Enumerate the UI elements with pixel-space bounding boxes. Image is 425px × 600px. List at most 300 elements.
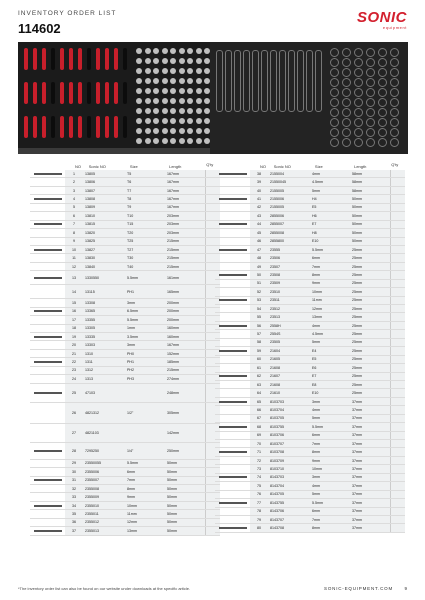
row-length: 37mm [352, 399, 362, 404]
row-no: 15 [72, 300, 76, 305]
socket-bit [162, 48, 168, 54]
socket-cutout [378, 48, 387, 57]
socket-bit [136, 48, 142, 54]
row-qty[interactable] [390, 457, 405, 464]
row-no: 56 [257, 323, 261, 328]
row-cells [65, 204, 220, 211]
row-no: 51 [257, 281, 261, 286]
table-row [30, 195, 220, 203]
tool-drawing [219, 426, 247, 428]
row-qty[interactable] [390, 178, 405, 185]
row-code: 13825 [85, 239, 95, 244]
socket-cutout [390, 78, 399, 87]
table-row [30, 285, 220, 299]
row-qty[interactable] [390, 406, 405, 413]
row-no: 48 [257, 256, 261, 261]
tool-thumbnail [215, 448, 250, 455]
row-qty[interactable] [390, 474, 405, 481]
socket-cutout [342, 88, 351, 97]
table-row [30, 502, 220, 510]
row-size: T15 [127, 222, 134, 227]
socket-bit [153, 88, 159, 94]
row-cells [65, 229, 220, 236]
row-no: 68 [257, 424, 261, 429]
screwdriver-handle [24, 116, 28, 138]
row-size: 1/4" [127, 448, 134, 453]
table-row [30, 204, 220, 212]
row-qty[interactable] [390, 440, 405, 447]
row-no: 27 [72, 430, 76, 435]
screwdriver-handle [33, 48, 37, 70]
row-no: 54 [257, 306, 261, 311]
tool-cutout [261, 50, 268, 112]
row-code: 23506 [270, 256, 280, 261]
tool-cutout [270, 50, 277, 112]
socket-cutout [378, 138, 387, 147]
row-no: 39 [257, 180, 261, 185]
row-code: 2355006 [85, 469, 99, 474]
table-header [215, 162, 405, 170]
screwdriver-handle [33, 116, 37, 138]
row-cells [65, 308, 220, 315]
socket-cutout [354, 78, 363, 87]
row-length: 203mm [167, 222, 179, 227]
row-length: 25mm [352, 382, 362, 387]
row-size: 3.5mm [127, 334, 138, 339]
row-cells [250, 297, 405, 304]
row-qty[interactable] [390, 221, 405, 228]
row-length: 50mm [167, 461, 177, 466]
row-length: 305mm [167, 410, 179, 415]
socket-cutout [366, 58, 375, 67]
tool-thumbnail [30, 350, 65, 357]
row-size: 5.5mm [312, 247, 323, 252]
row-length: 152mm [167, 351, 179, 356]
table-row [215, 389, 405, 397]
row-no: 57 [257, 332, 261, 337]
row-qty[interactable] [390, 364, 405, 371]
row-qty[interactable] [390, 330, 405, 337]
tool-thumbnail [215, 516, 250, 523]
table-row [215, 432, 405, 440]
tool-thumbnail [30, 477, 65, 484]
row-length: 37mm [352, 509, 362, 514]
tool-thumbnail [215, 187, 250, 194]
tool-thumbnail [30, 375, 65, 382]
row-code: 23550055 [85, 461, 101, 466]
screwdriver-handle [42, 82, 46, 104]
row-length: 37mm [352, 416, 362, 421]
row-cells [250, 448, 405, 455]
table-row [30, 254, 220, 262]
row-length: 200mm [167, 309, 179, 314]
row-size: 5mm [312, 416, 320, 421]
row-length: 167mm [167, 180, 179, 185]
socket-cutout [342, 48, 351, 57]
row-length: 25mm [352, 272, 362, 277]
row-no: 34 [72, 503, 76, 508]
inventory-table-right [215, 162, 405, 533]
tool-thumbnail [30, 170, 65, 177]
row-qty[interactable] [390, 170, 405, 177]
tool-thumbnail [30, 316, 65, 323]
tool-cutout [306, 50, 313, 112]
row-size: 11mm [127, 511, 137, 516]
row-cells [65, 246, 220, 253]
socket-cutout [342, 138, 351, 147]
table-row [30, 229, 220, 237]
row-qty[interactable] [390, 432, 405, 439]
row-cells [250, 246, 405, 253]
row-cells [250, 322, 405, 329]
row-qty[interactable] [390, 356, 405, 363]
socket-bit [145, 58, 151, 64]
row-qty[interactable] [390, 448, 405, 455]
row-no: 75 [257, 483, 261, 488]
row-no: 20 [72, 343, 76, 348]
socket-bit [145, 128, 151, 134]
row-qty[interactable] [390, 322, 405, 329]
row-size: 5.5mm [127, 275, 138, 280]
row-size: PH1 [127, 360, 134, 365]
logo-wordmark: SONIC [356, 9, 407, 26]
tray-photo-layout [210, 42, 408, 154]
socket-cutout [330, 58, 339, 67]
screwdriver-handle [24, 82, 28, 104]
screwdriver-handle [78, 82, 82, 104]
table-row [30, 170, 220, 178]
socket-bit [196, 48, 202, 54]
row-qty[interactable] [390, 381, 405, 388]
table-row [215, 313, 405, 321]
row-size: 5.5mm [312, 500, 323, 505]
row-length: 161mm [167, 275, 179, 280]
tool-thumbnail [30, 254, 65, 261]
socket-bit [136, 88, 142, 94]
row-no: 6 [73, 213, 75, 218]
row-length: 37mm [352, 407, 362, 412]
socket-cutout [378, 128, 387, 137]
row-size: 4.5mm [312, 332, 323, 337]
row-length: 200mm [167, 300, 179, 305]
socket-cutout [378, 108, 387, 117]
tool-thumbnail [30, 246, 65, 253]
socket-bit [179, 78, 185, 84]
row-size: 5mm [312, 340, 320, 345]
col-no: NO [74, 163, 81, 169]
row-length: 25mm [352, 247, 362, 252]
row-code: 13805 [85, 171, 95, 176]
row-no: 41 [257, 197, 261, 202]
row-qty[interactable] [390, 373, 405, 380]
row-qty[interactable] [390, 238, 405, 245]
row-cells [250, 313, 405, 320]
row-no: 30 [72, 469, 76, 474]
row-qty[interactable] [390, 482, 405, 489]
row-qty[interactable] [390, 423, 405, 430]
row-qty[interactable] [390, 516, 405, 523]
row-cells [65, 502, 220, 509]
row-no: 22 [72, 360, 76, 365]
socket-bit [170, 128, 176, 134]
tool-thumbnail [215, 373, 250, 380]
row-size: 9mm [127, 495, 135, 500]
row-no: 16 [72, 309, 76, 314]
row-cells [250, 364, 405, 371]
row-code: 23513 [270, 315, 280, 320]
table-row [30, 212, 220, 220]
row-qty[interactable] [390, 524, 405, 531]
row-length: 50mm [167, 511, 177, 516]
row-code: 2554S [270, 332, 281, 337]
socket-bit [170, 88, 176, 94]
row-code: 8143703 [270, 475, 284, 480]
footer-website: SONIC-EQUIPMENT.COM [324, 586, 393, 591]
row-length: 37mm [352, 517, 362, 522]
row-cells [65, 170, 220, 177]
row-no: 65 [257, 399, 261, 404]
row-length: 25mm [352, 323, 362, 328]
row-no: 50 [257, 272, 261, 277]
row-code: 8103709 [270, 458, 284, 463]
tool-drawing [219, 502, 247, 504]
tool-thumbnail [30, 299, 65, 306]
tool-cutout [234, 50, 241, 112]
row-cells [250, 263, 405, 270]
socket-bit [187, 108, 193, 114]
row-code: 23511 [270, 298, 280, 303]
table-row [215, 297, 405, 305]
row-code: 2155005 [270, 205, 284, 210]
socket-cutout [342, 128, 351, 137]
row-cells [250, 178, 405, 185]
row-code: 7295250 [85, 448, 99, 453]
row-cells [65, 341, 220, 348]
row-code: 13806 [85, 180, 95, 185]
socket-cutout [366, 78, 375, 87]
row-qty[interactable] [390, 280, 405, 287]
row-cells [250, 229, 405, 236]
tool-thumbnail [30, 212, 65, 219]
row-no: 14 [72, 289, 76, 294]
socket-bit [179, 128, 185, 134]
socket-bit [136, 108, 142, 114]
row-qty[interactable] [390, 465, 405, 472]
socket-bit [153, 108, 159, 114]
tool-thumbnail [215, 339, 250, 346]
screwdriver-handle [114, 48, 118, 70]
row-qty[interactable] [390, 204, 405, 211]
row-size: PH2 [127, 368, 134, 373]
socket-cutout [390, 118, 399, 127]
socket-bit [196, 58, 202, 64]
row-qty[interactable] [390, 491, 405, 498]
row-qty[interactable] [390, 229, 405, 236]
table-row [30, 485, 220, 493]
row-cells [250, 499, 405, 506]
row-size: 5.5mm [127, 461, 138, 466]
row-cells [250, 491, 405, 498]
inventory-table-left [30, 162, 220, 536]
row-no: 2 [73, 180, 75, 185]
socket-cutout [342, 118, 351, 127]
row-length: 25mm [352, 357, 362, 362]
row-size: 8mm [312, 450, 320, 455]
row-length: 25mm [352, 365, 362, 370]
socket-bit [170, 98, 176, 104]
row-cells [250, 406, 405, 413]
row-cells [250, 516, 405, 523]
row-cells [250, 423, 405, 430]
row-no: 79 [257, 517, 261, 522]
row-qty[interactable] [390, 415, 405, 422]
tool-thumbnail [215, 246, 250, 253]
row-size: E4 [312, 348, 317, 353]
row-size: T9 [127, 205, 132, 210]
row-no: 63 [257, 382, 261, 387]
row-length: 25mm [352, 374, 362, 379]
col-size: Size [129, 163, 138, 169]
socket-cutout [354, 48, 363, 57]
row-qty[interactable] [390, 187, 405, 194]
row-cells [65, 238, 220, 245]
row-length: 25mm [352, 298, 362, 303]
row-cells [250, 508, 405, 515]
row-code: 21604 [270, 348, 280, 353]
row-cells [65, 221, 220, 228]
row-code: 13840 [85, 264, 95, 269]
tool-drawing [34, 249, 62, 251]
row-code: 2355009 [85, 495, 99, 500]
row-code: 13815 [85, 222, 95, 227]
screwdriver-handle [123, 116, 127, 138]
row-qty[interactable] [390, 246, 405, 253]
table-row [215, 221, 405, 229]
row-length: 50mm [167, 503, 177, 508]
screwdriver-handle [114, 116, 118, 138]
row-qty[interactable] [390, 508, 405, 515]
tool-thumbnail [215, 499, 250, 506]
table-row [215, 339, 405, 347]
row-qty[interactable] [390, 263, 405, 270]
row-cells [250, 170, 405, 177]
row-size: 3mm [127, 343, 135, 348]
row-code: 21610 [270, 391, 280, 396]
row-cells [65, 263, 220, 270]
table-row [215, 170, 405, 178]
socket-cutout [354, 68, 363, 77]
row-no: 33 [72, 495, 76, 500]
socket-bit [170, 78, 176, 84]
row-no: 49 [257, 264, 261, 269]
row-size: 5.5mm [312, 424, 323, 429]
row-qty[interactable] [390, 254, 405, 261]
row-no: 31 [72, 478, 76, 483]
row-cells [250, 187, 405, 194]
row-length: 142mm [167, 430, 179, 435]
row-length: 50mm [352, 230, 362, 235]
row-length: 167mm [167, 171, 179, 176]
row-size: 13mm [312, 315, 322, 320]
row-cells [65, 510, 220, 517]
row-qty[interactable] [390, 271, 405, 278]
socket-bit [162, 58, 168, 64]
tool-drawing [219, 173, 247, 175]
row-code: 2855008 [270, 230, 284, 235]
row-cells [65, 367, 220, 374]
row-code: 13807 [85, 188, 95, 193]
tool-drawing [219, 223, 247, 225]
row-size: 7mm [312, 517, 320, 522]
socket-bit [145, 98, 151, 104]
row-qty[interactable] [390, 389, 405, 396]
table-row [30, 238, 220, 246]
row-qty[interactable] [390, 288, 405, 295]
tool-thumbnail [215, 212, 250, 219]
row-no: 42 [257, 205, 261, 210]
row-code: 13303 [85, 343, 95, 348]
row-qty[interactable] [390, 195, 405, 202]
socket-cutout [330, 98, 339, 107]
row-code: 1312 [85, 368, 93, 373]
row-qty[interactable] [390, 347, 405, 354]
row-qty[interactable] [390, 398, 405, 405]
row-cells [65, 443, 220, 459]
row-qty[interactable] [390, 313, 405, 320]
tool-cutout [279, 50, 286, 112]
row-qty[interactable] [390, 212, 405, 219]
row-length: 25mm [352, 256, 362, 261]
socket-bit [187, 48, 193, 54]
row-qty[interactable] [390, 339, 405, 346]
row-length: 37mm [352, 492, 362, 497]
row-cells [65, 460, 220, 467]
screwdriver-handle [96, 82, 100, 104]
row-code: 8103706 [270, 433, 284, 438]
row-size: T27 [127, 247, 134, 252]
row-qty[interactable] [390, 297, 405, 304]
row-code: 8103705 [270, 416, 284, 421]
row-no: 1 [73, 171, 75, 176]
tool-thumbnail [215, 347, 250, 354]
row-code: 13809 [85, 205, 95, 210]
tool-thumbnail [30, 325, 65, 332]
row-no: 3 [73, 188, 75, 193]
socket-bit [145, 108, 151, 114]
row-size: PH0 [127, 351, 134, 356]
row-no: 76 [257, 492, 261, 497]
col-size: Size [314, 163, 323, 169]
socket-bit [136, 118, 142, 124]
tool-drawing [34, 173, 62, 175]
row-qty[interactable] [390, 499, 405, 506]
row-qty[interactable] [390, 305, 405, 312]
socket-cutout [330, 108, 339, 117]
row-code: 13820 [85, 230, 95, 235]
socket-bit [136, 68, 142, 74]
row-length: 37mm [352, 467, 362, 472]
row-no: 23 [72, 368, 76, 373]
tool-cutout [225, 50, 232, 112]
tool-thumbnail [30, 238, 65, 245]
socket-cutout [342, 58, 351, 67]
tool-thumbnail [215, 440, 250, 447]
row-length: 167mm [167, 197, 179, 202]
row-length: 160mm [167, 326, 179, 331]
row-cells [65, 375, 220, 382]
table-row [30, 325, 220, 333]
table-row [215, 440, 405, 448]
